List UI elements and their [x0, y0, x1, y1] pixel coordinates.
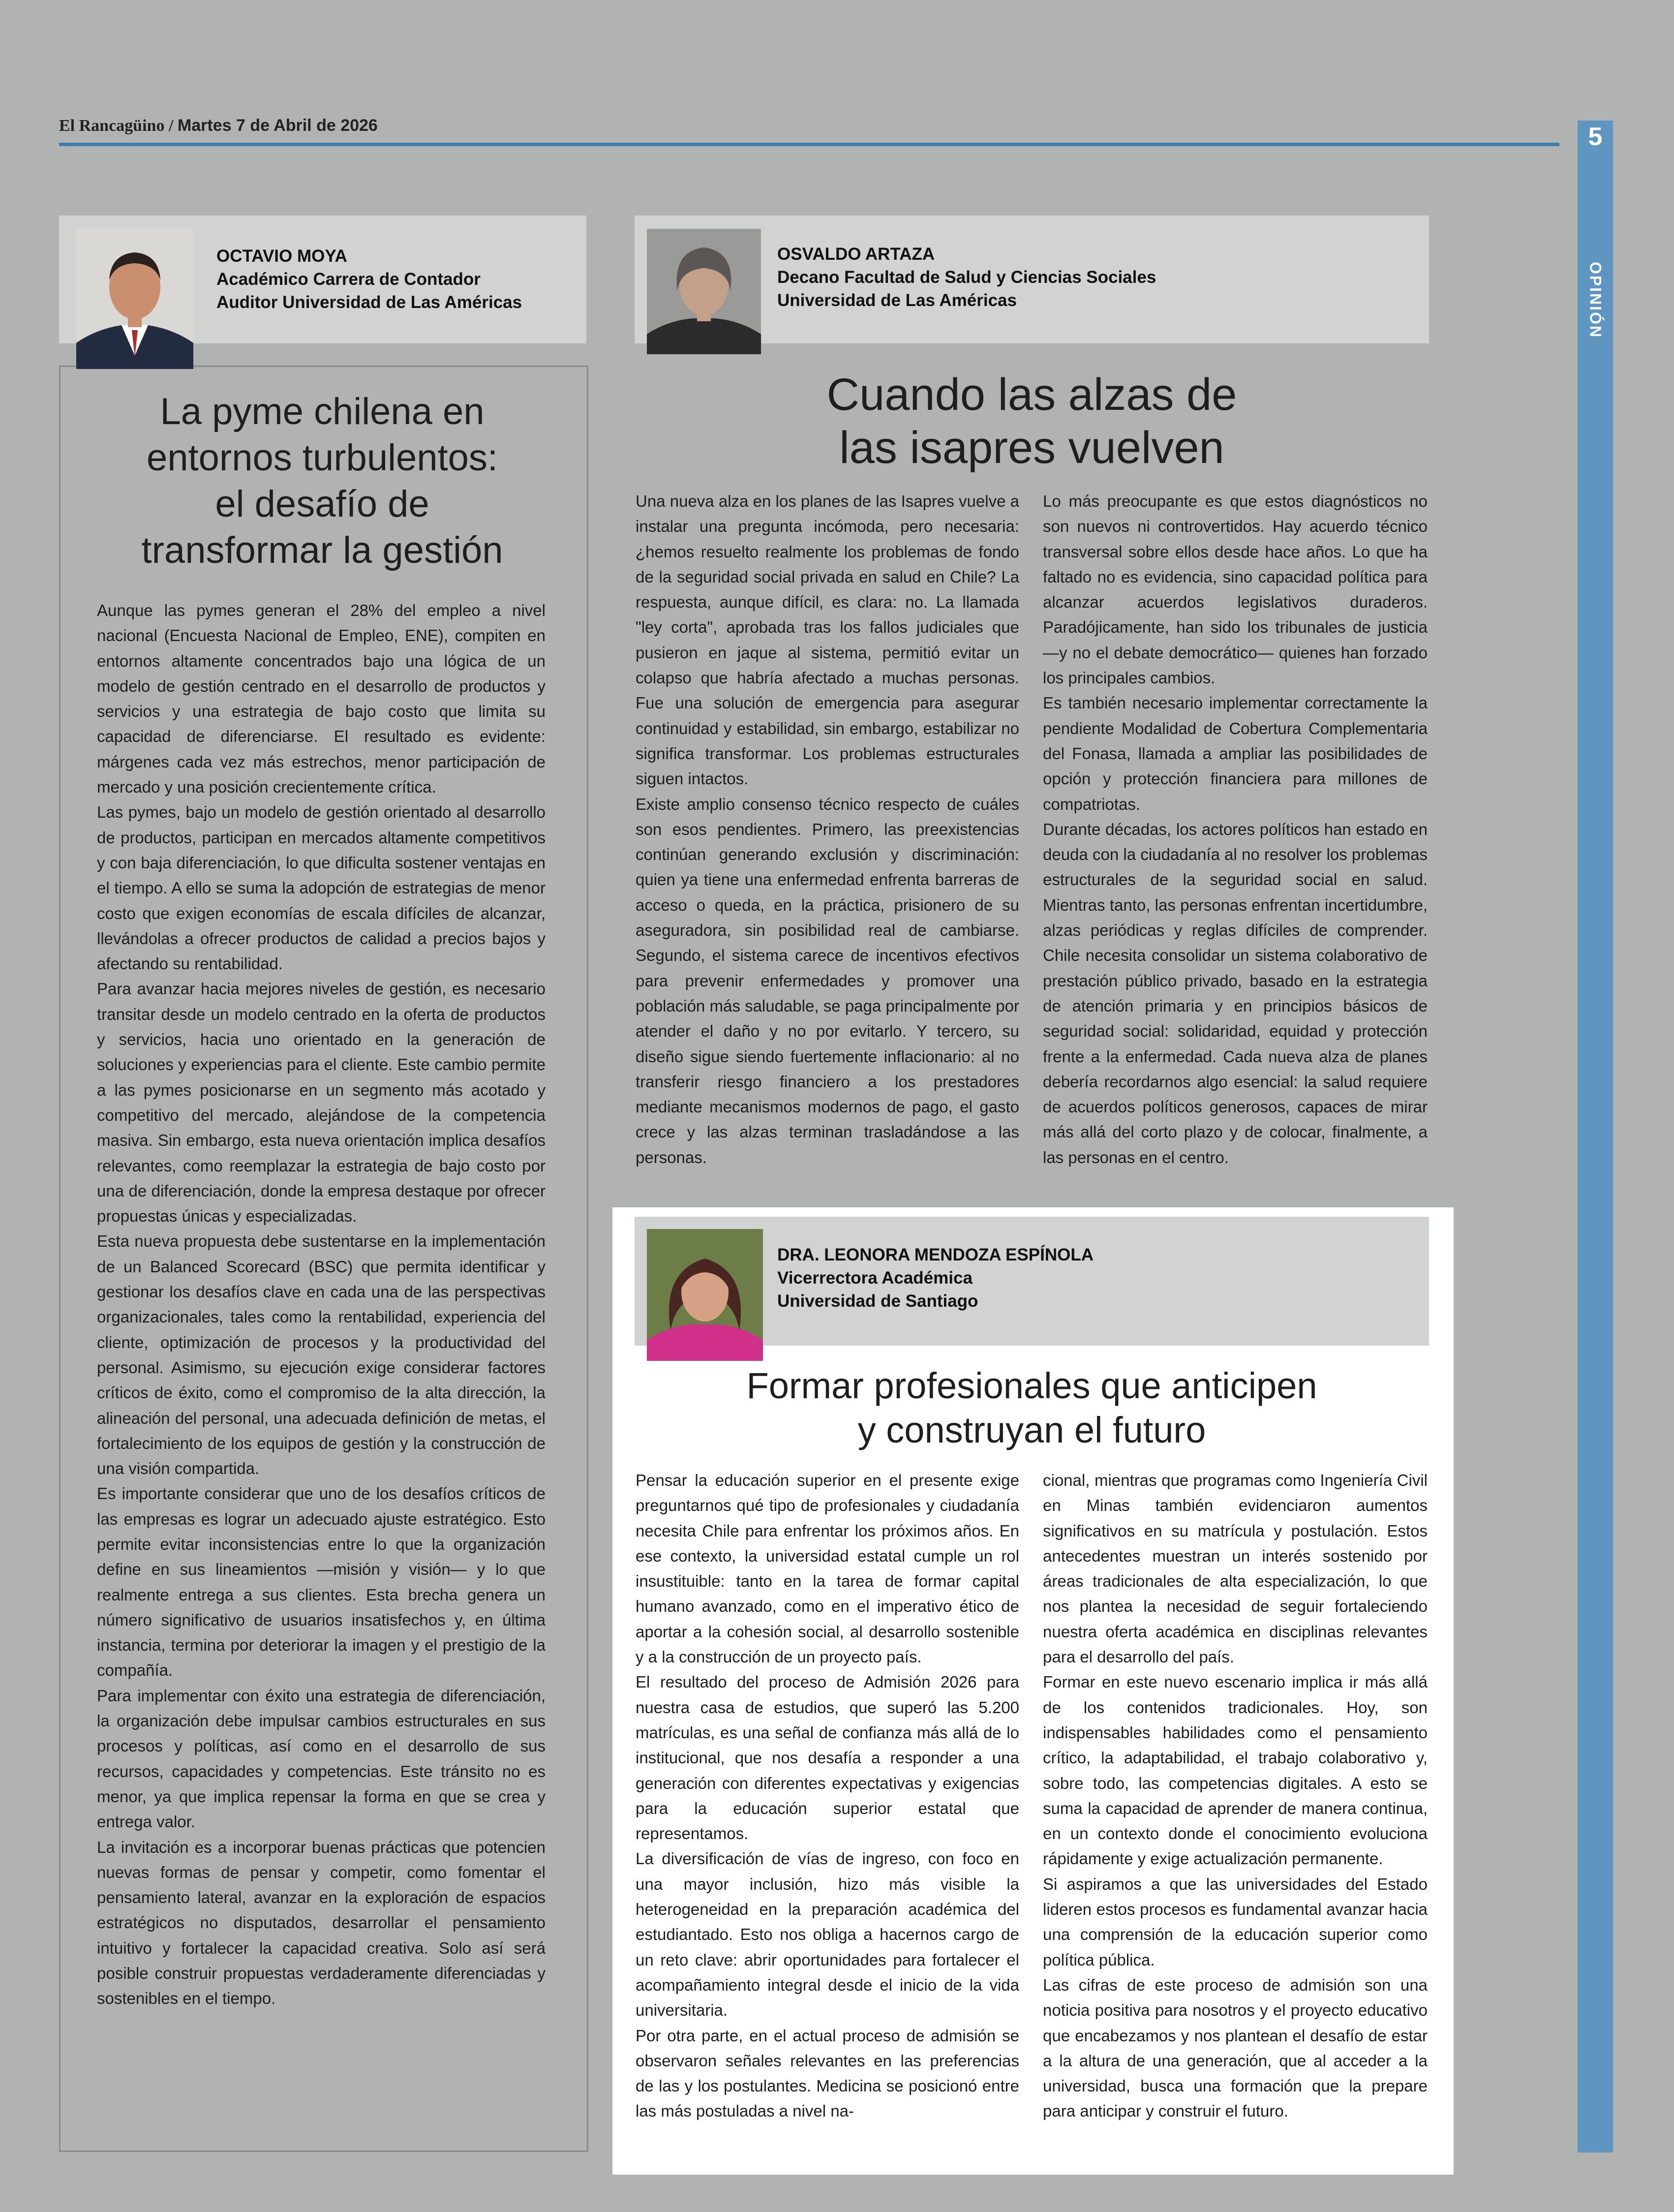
article-2-author-info — [777, 243, 1156, 312]
paragraph: Las pymes, bajo un modelo de gestión orientado al desarrollo de productos, participan en mercados altamente competitivos y con baja diferenciación, lo que dificulta sostener ventajas en el tiempo. A ello se suma la adopción de estrategias de menor costo que exigen economías de escala difíciles de alcanzar, llevándolas a ofrecer productos de calidad a precios bajos y afectando su rentabilidad. — [97, 803, 546, 973]
author-affiliation: Auditor Universidad de Las Américas — [216, 293, 522, 312]
author-photo-octavio-moya — [76, 229, 193, 369]
article-3-author-info — [777, 1243, 1094, 1313]
author-role: Académico Carrera de Contador — [216, 270, 481, 289]
paragraph: Formar en este nuevo escenario implica ir más allá de los contenidos tradicionales. Hoy, son indispensables habilidades como el pensamiento crítico, la adaptabilidad, el trabajo colaborativo y, sobre todo, las competencias digitales. A esto se suma la capacidad de aprender de manera continua, en un contexto donde el conocimiento evoluciona rápidamente y exige actualización permanente. — [1043, 1673, 1428, 1868]
article-2-column-2 — [1043, 489, 1428, 1170]
headline-line: las isapres vuelven — [839, 423, 1224, 473]
headline-line: transformar la gestión — [141, 529, 503, 571]
header-rule — [59, 143, 1559, 146]
article-1-headline — [69, 389, 576, 574]
paragraph: Una nueva alza en los planes de las Isapres vuelve a instalar una pregunta incómoda, pero necesaria: ¿hemos resuelto realmente los problemas de fondo de la seguridad social privada en salud en Chile? La respuesta, aunque difícil, es clara: no. La llamada "ley corta", aprobada tras los fallos judiciales que pusieron en jaque al sistema, permitió evitar un colapso que habría afectado a muchas personas. Fue una solución de emergencia para asegurar continuidad y estabilidad, sin embargo, estabilizar no significa transformar. Los problemas estructurales siguen intactos. — [636, 492, 1019, 788]
section-label-text: OPINIÓN — [1586, 261, 1605, 339]
paragraph: La invitación es a incorporar buenas prácticas que potencien nuevas formas de pensar y competir, como fomentar el pensamiento lateral, avanzar en la exploración de espacios estratégicos no disputados, desarrollar el pensamiento intuitivo y fortalecer la capacidad creativa. Solo así será posible construir propuestas verdaderamente diferenciadas y sostenibles en el tiempo. — [97, 1838, 546, 2008]
portrait-icon — [647, 229, 761, 354]
paragraph: Pensar la educación superior en el presente exige preguntarnos qué tipo de profesionales y ciudadanía necesita Chile para enfrentar los próximos años. En ese contexto, la universidad estatal cumple un rol insustituible: tanto en la tarea de formar capital humano avanzado, como en el imperativo ético de aportar a la cohesión social, al desarrollo sostenible y a la construcción de un proyecto país. — [636, 1471, 1019, 1666]
author-role: Decano Facultad de Salud y Ciencias Sociales — [777, 268, 1157, 287]
headline-line: Cuando las alzas de — [826, 369, 1237, 420]
page-number: 5 — [1588, 123, 1603, 151]
author-name: DRA. LEONORA MENDOZA ESPÍNOLA — [777, 1245, 1094, 1264]
headline-line: entornos turbulentos: — [146, 437, 498, 479]
article-2-column-1 — [636, 489, 1019, 1170]
paragraph: Aunque las pymes generan el 28% del empleo a nivel nacional (Encuesta Nacional de Empleo, ENE), compiten en entornos altamente concentrados bajo una lógica de un modelo de gestión centrado en el desarrollo de productos y servicios y una estrategia de bajo costo que limita su capacidad de diferenciarse. El resultado es evidente: márgenes cada vez más estrechos, menor participación de mercado y una posición crecientemente crítica. — [97, 601, 546, 797]
headline-line: el desafío de — [215, 483, 429, 525]
headline-line: Formar profesionales que anticipen — [746, 1365, 1317, 1406]
paragraph: Si aspiramos a que las universidades del Estado lideren estos procesos es fundamental avanzar hacia una comprensión de la educación superior como política pública. — [1043, 1874, 1428, 1969]
author-role: Vicerrectora Académica — [777, 1268, 973, 1288]
paragraph: El resultado del proceso de Admisión 2026 para nuestra casa de estudios, que superó las 5.200 matrículas, es una señal de confianza más allá de lo institucional, que nos desafía a responder a una generación con diferentes expectativas y exigencias para la educación superior estatal que representamos. — [636, 1673, 1019, 1843]
paragraph: Es importante considerar que uno de los desafíos críticos de las empresas es lograr un adecuado ajuste estratégico. Esto permite evitar inconsistencias entre lo que la organización define en sus lineamientos —misión y visión— y lo que realmente entrega a sus clientes. Esta brecha genera un número significativo de usuarios insatisfechos y, en última instancia, termina por deteriorar la imagen y el prestigio de la compañía. — [97, 1484, 546, 1680]
section-sidebar — [1578, 121, 1613, 2152]
article-2-headline — [635, 368, 1429, 474]
article-1-body — [97, 598, 546, 2011]
paragraph: Existe amplio consenso técnico respecto de cuáles son esos pendientes. Primero, las preexistencias continúan generando exclusión y discriminación: quien ya tiene una enfermedad enfrenta barreras de acceso o queda, en la práctica, prisionero de su aseguradora, sin posibilidad real de cambiarse. Segundo, el sistema carece de incentivos efectivos para prevenir enfermedades y promover una población más saludable, se paga principalmente por atender el daño y no por evitarlo. Y tercero, su diseño sigue siendo fuertemente inflacionario: al no transferir riesgo financiero a los prestadores mediante mecanismos modernos de pago, el gasto crece y las alzas terminan trasladándose a las personas. — [636, 795, 1019, 1167]
publication-date: Martes 7 de Abril de 2026 — [177, 116, 378, 135]
paragraph: Es también necesario implementar correctamente la pendiente Modalidad de Cobertura Complementaria del Fonasa, llamada a ampliar las posibilidades de opción y protección financiera para millones de compatriotas. — [1043, 694, 1428, 813]
portrait-icon — [76, 229, 193, 369]
author-photo-leonora-mendoza — [647, 1229, 763, 1361]
paragraph: La diversificación de vías de ingreso, con foco en una mayor inclusión, hizo más visible la heterogeneidad en la preparación académica del estudiantado. Esto nos obliga a hacernos cargo de un reto clave: abrir oportunidades para fortalecer el acompañamiento integral desde el inicio de la vida universitaria. — [636, 1849, 1019, 2020]
paragraph: Para implementar con éxito una estrategia de diferenciación, la organización debe impulsar cambios estructurales en sus procesos y políticas, así como en el desarrollo de sus recursos, capacidades y competencias. Este tránsito no es menor, ya que implica repensar la forma en que se crea y entrega valor. — [97, 1686, 546, 1831]
section-label — [1577, 256, 1614, 344]
paragraph: cional, mientras que programas como Ingeniería Civil en Minas también evidenciaron aumentos significativos en su matrícula y postulación. Estos antecedentes muestran un interés sostenido por áreas tradicionales de alta especialización, lo que nos plantea la necesidad de seguir fortaleciendo nuestra oferta académica en disciplinas relevantes para el desarrollo del país. — [1043, 1471, 1428, 1666]
publication-name: El Rancagüino — [59, 117, 165, 135]
paragraph: Por otra parte, en el actual proceso de admisión se observaron señales relevantes en las preferencias de las y los postulantes. Medicina se posicionó entre las más postuladas a nivel na- — [636, 2026, 1019, 2120]
paragraph: Las cifras de este proceso de admisión son una noticia positiva para nosotros y el proyecto educativo que encabezamos y nos plantean el desafío de estar a la altura de una generación, que al acceder a la universidad, busca una formación que la prepare para anticipar y construir el futuro. — [1043, 1975, 1428, 2120]
paragraph: Durante décadas, los actores políticos han estado en deuda con la ciudadanía al no resolver los problemas estructurales de la seguridad social en salud. Mientras tanto, las personas enfrentan incertidumbre, alzas periódicas y reglas difíciles de comprender. Chile necesita consolidar un sistema colaborativo de prestación público privado, basado en la estrategia de atención primaria y en principios básicos de seguridad social: solidaridad, equidad y protección frente a la enfermedad. Cada nueva alza de planes debería recordarnos algo esencial: la salud requiere de acuerdos políticos generosos, capaces de mirar más allá del corto plazo y de colocar, finalmente, a las personas en el centro. — [1043, 820, 1428, 1167]
article-1-author-info — [216, 245, 522, 314]
author-name: OCTAVIO MOYA — [216, 246, 347, 266]
article-3-headline — [635, 1364, 1429, 1452]
paragraph: Esta nueva propuesta debe sustentarse en la implementación de un Balanced Scorecard (BSC) que permita identificar y gestionar los desafíos clave en cada una de las perspectivas organizacionales, tales como la rentabilidad, experiencia del cliente, optimización de procesos y la productividad del personal. Asimismo, su ejecución exige considerar factores críticos de éxito, como el compromiso de la alta dirección, la alineación del personal, una adecuada definición de metas, el fortalecimiento de los equipos de gestión y la construcción de una visión compartida. — [97, 1232, 546, 1478]
author-affiliation: Universidad de Santiago — [777, 1291, 978, 1311]
headline-line: La pyme chilena en — [160, 391, 485, 432]
article-3-column-1 — [636, 1468, 1019, 2124]
portrait-icon — [647, 1229, 763, 1361]
masthead-separator: / — [168, 117, 174, 135]
author-name: OSVALDO ARTAZA — [777, 245, 935, 264]
headline-line: y construyan el futuro — [857, 1410, 1206, 1450]
paragraph: Lo más preocupante es que estos diagnósticos no son nuevos ni controvertidos. Hay acuerdo técnico transversal sobre ellos desde hace años. Lo que ha faltado no es evidencia, sino capacidad política para alcanzar acuerdos legislativos duraderos. Paradójicamente, han sido los tribunales de justicia —y no el debate democrático— quienes han forzado los principales cambios. — [1043, 492, 1428, 687]
author-photo-osvaldo-artaza — [647, 229, 761, 354]
paragraph: Para avanzar hacia mejores niveles de gestión, es necesario transitar desde un modelo centrado en la oferta de productos y servicios, hacia uno orientado en la generación de soluciones y experiencias para el cliente. Este cambio permite a las pymes posicionarse en un segmento más acotado y competitivo del mercado, alejándose de la competencia masiva. Sin embargo, esta nueva orientación implica desafíos relevantes, como reemplazar la estrategia de bajo costo por una de diferenciación, donde la empresa destaque por ofrecer propuestas únicas y especializadas. — [97, 980, 546, 1226]
masthead — [59, 116, 378, 135]
author-affiliation: Universidad de Las Américas — [777, 291, 1017, 310]
article-3-column-2 — [1043, 1468, 1428, 2124]
